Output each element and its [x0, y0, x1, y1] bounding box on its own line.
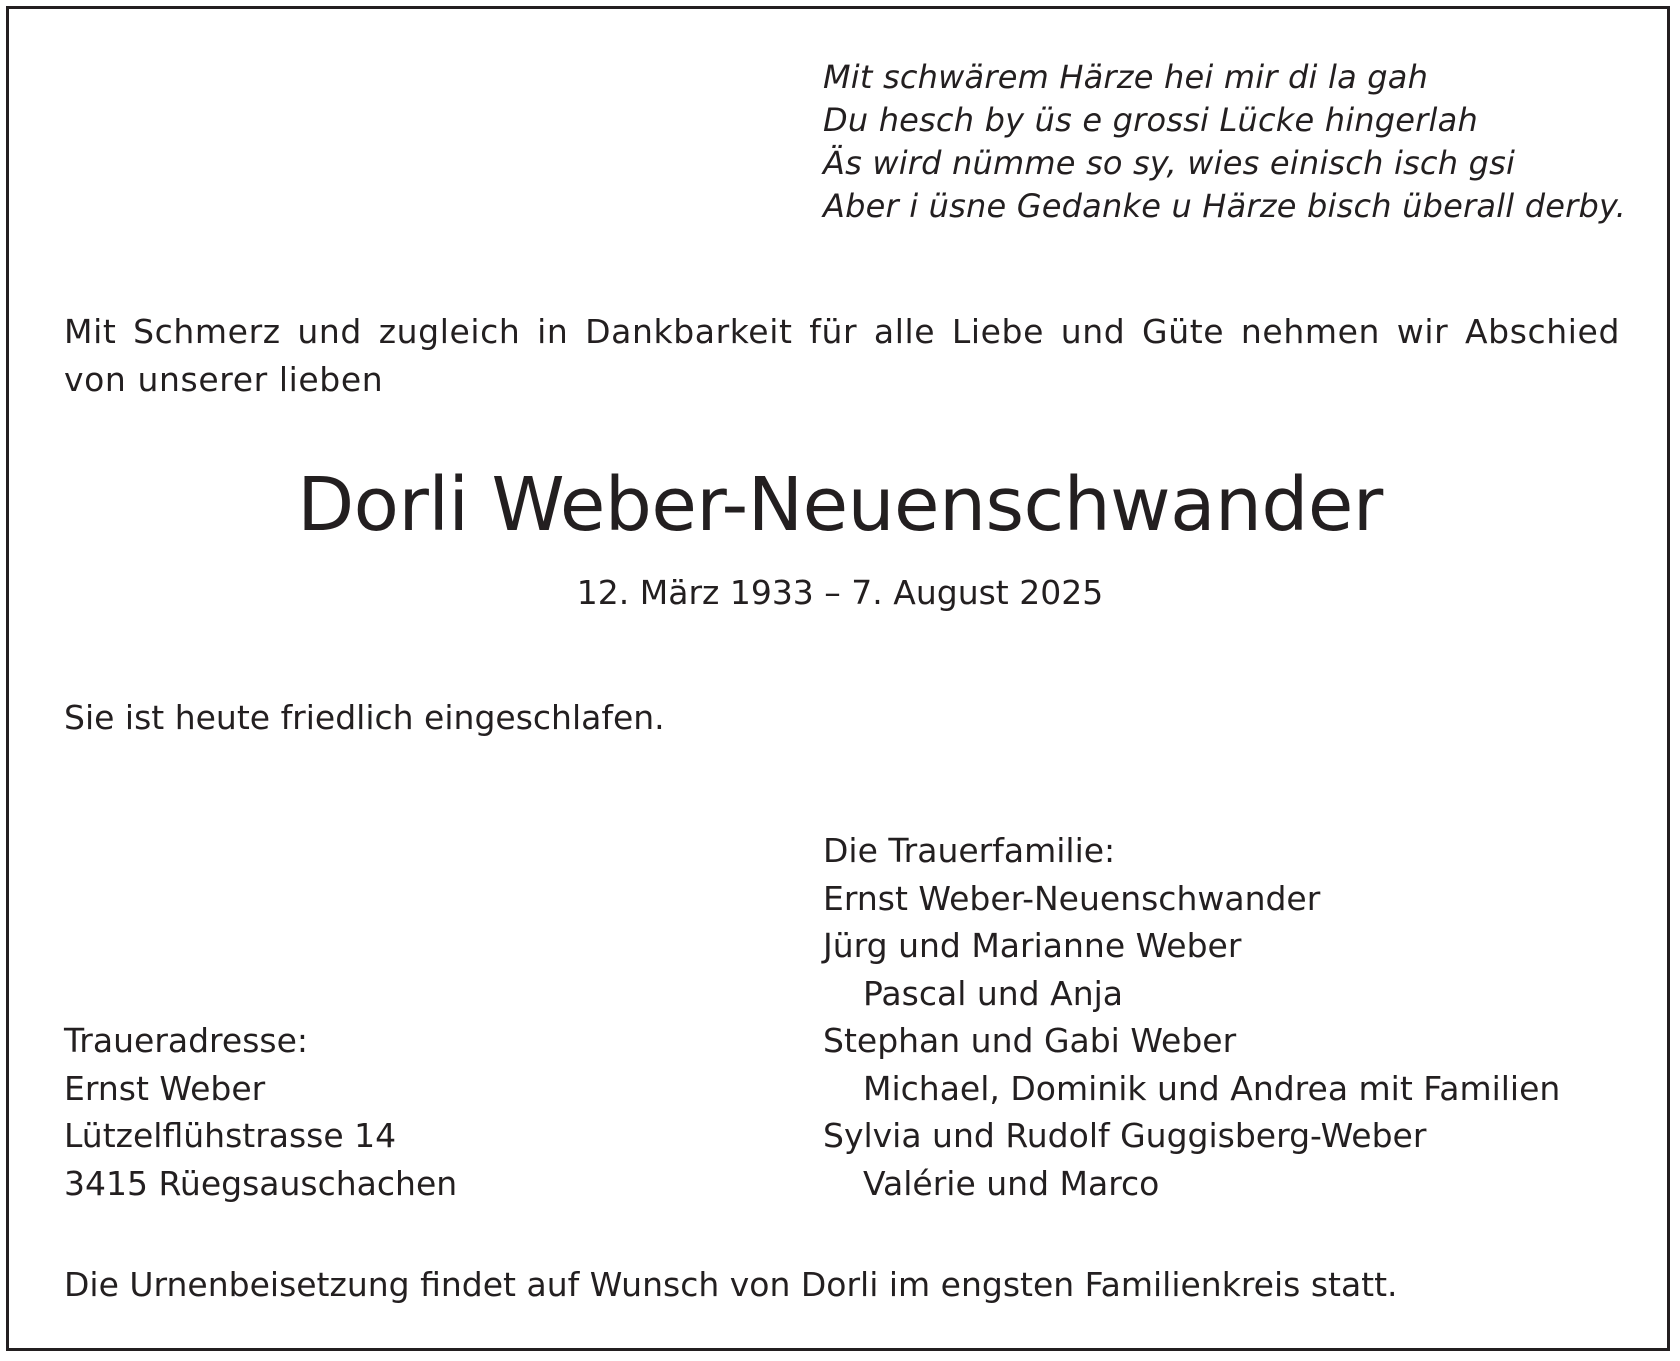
life-dates: 12. März 1933 – 7. August 2025 — [576, 573, 1104, 612]
address-line: Ernst Weber — [64, 1068, 266, 1108]
family-member: Michael, Dominik und Andrea mit Familien — [863, 1068, 1561, 1108]
poem — [823, 56, 1626, 228]
address-line: 3415 Rüegsauschachen — [64, 1163, 458, 1203]
family-member: Jürg und Marianne Weber — [823, 926, 1242, 965]
poem-line: Mit schwärem Härze hei mir di la gah — [823, 58, 1429, 96]
intro-line: von unserer lieben — [64, 360, 384, 399]
family-list — [823, 827, 1560, 1207]
address-heading: Traueradresse: — [64, 1021, 309, 1060]
poem-line: Du hesch by üs e grossi Lücke hingerlah — [823, 101, 1478, 139]
family-member: Sylvia und Rudolf Guggisberg-Weber — [823, 1116, 1427, 1155]
intro-line: Mit Schmerz und zugleich in Dankbarkeit für alle Liebe und Güte nehmen wir Abschied — [64, 312, 1620, 351]
family-member: Pascal und Anja — [863, 973, 1124, 1013]
mourning-address — [64, 1017, 457, 1207]
passing-sentence: Sie ist heute friedlich eingeschlafen. — [64, 698, 665, 737]
closing-note: Die Urnenbeisetzung findet auf Wunsch von Dorli im engsten Familienkreis statt. — [64, 1265, 1398, 1304]
intro-text — [64, 308, 1620, 404]
family-member: Valérie und Marco — [863, 1163, 1160, 1203]
family-member: Stephan und Gabi Weber — [823, 1021, 1237, 1060]
address-line: Lützelflühstrasse 14 — [64, 1116, 397, 1155]
poem-line: Äs wird nümme so sy, wies einisch isch gsi — [823, 144, 1516, 182]
poem-line: Aber i üsne Gedanke u Härze bisch überall derby. — [823, 187, 1627, 225]
deceased-name: Dorli Weber-Neuenschwander — [297, 462, 1383, 548]
family-member: Ernst Weber-Neuenschwander — [823, 878, 1321, 918]
family-heading: Die Trauerfamilie: — [823, 831, 1116, 870]
